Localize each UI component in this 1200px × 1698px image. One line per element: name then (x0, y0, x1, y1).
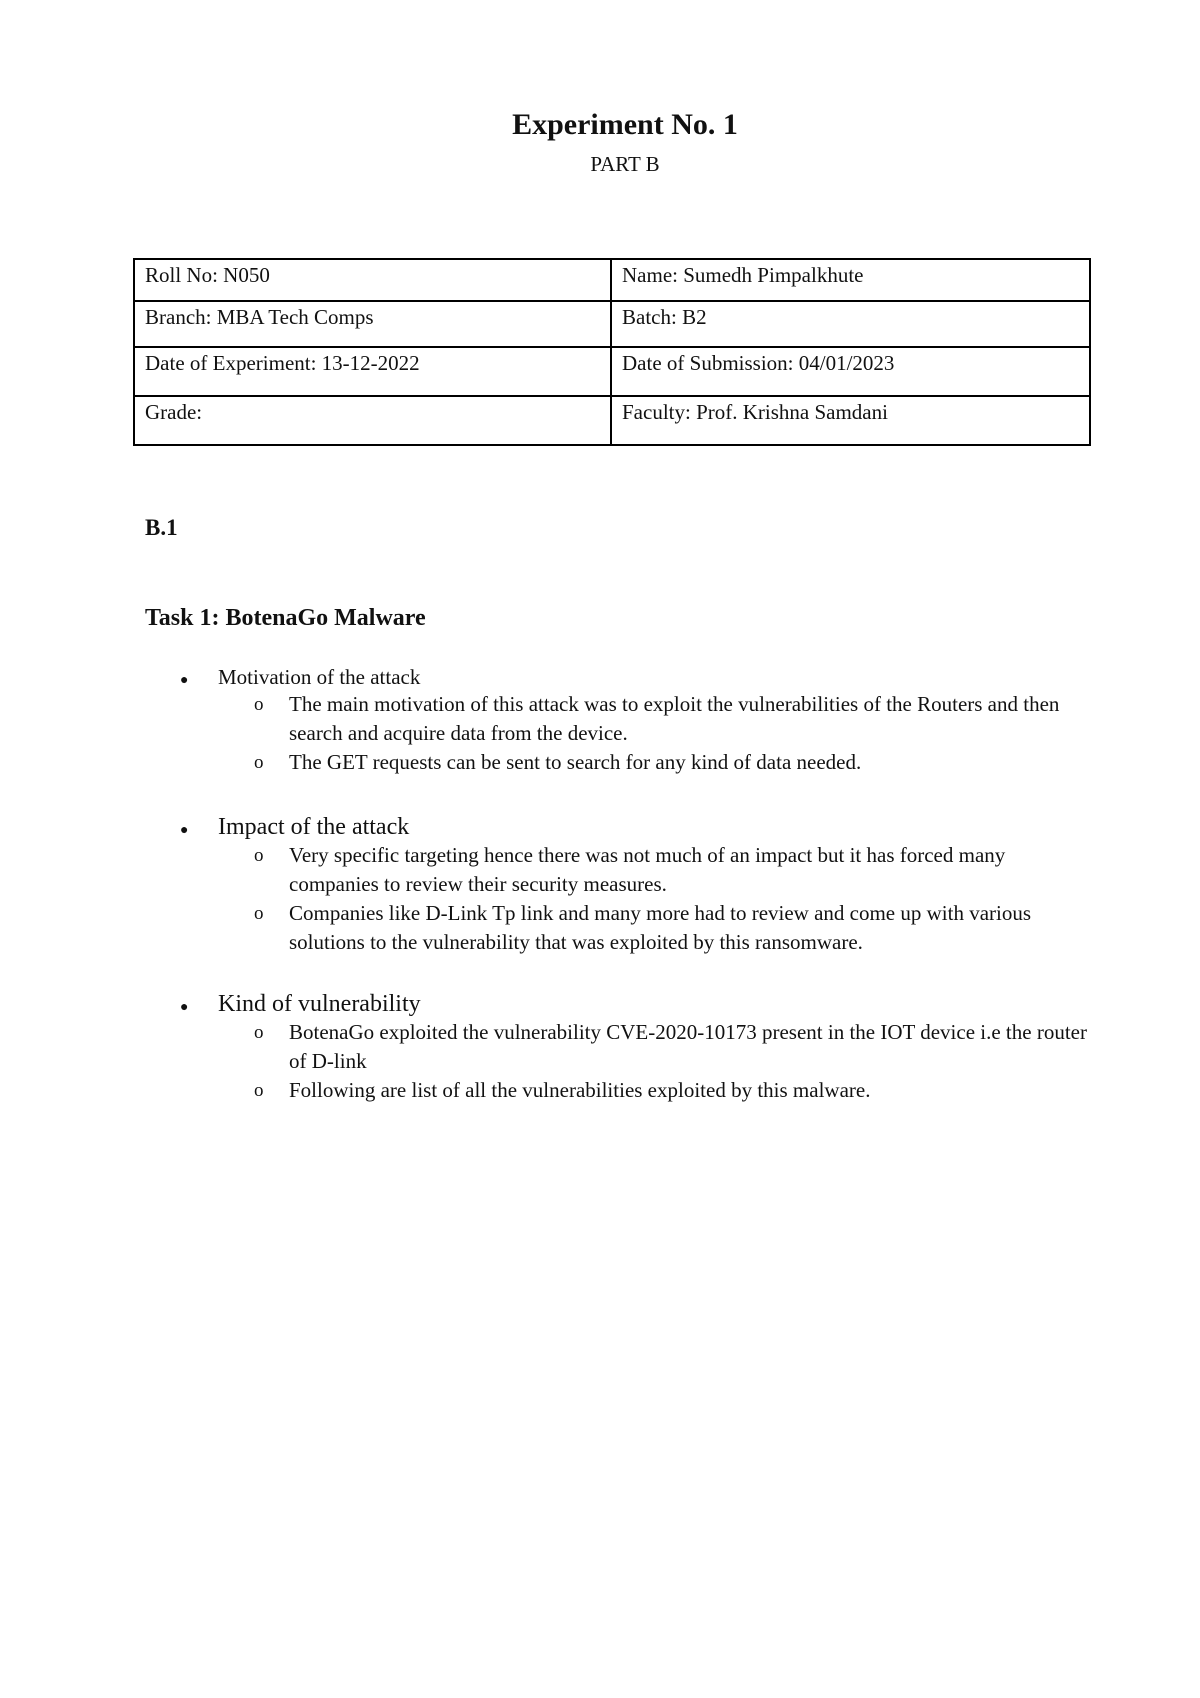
faculty-cell: Faculty: Prof. Krishna Samdani (611, 396, 1090, 445)
sub-list-item: o BotenaGo exploited the vulnerability CVE-2020-10173 present in the IOT device i.e the router of D-link (254, 1020, 1087, 1073)
date-of-submission-cell: Date of Submission: 04/01/2023 (611, 347, 1090, 396)
list-item-title: Motivation of the attack (218, 665, 421, 689)
page-title: Experiment No. 1 (512, 108, 738, 141)
batch-cell: Batch: B2 (611, 301, 1090, 347)
bullet-icon: ● (180, 1000, 189, 1015)
list-item-title: Impact of the attack (218, 814, 410, 840)
table-row (134, 259, 1090, 301)
sub-list-item: o The GET requests can be sent to search for any kind of data needed. (254, 748, 1100, 777)
table-row (134, 301, 1090, 347)
branch-cell: Branch: MBA Tech Comps (134, 301, 611, 347)
roll-no-cell: Roll No: N050 (134, 259, 611, 301)
list-item-impact (180, 814, 1100, 957)
circle-bullet-icon: o (254, 1080, 264, 1101)
bullet-icon: ● (180, 673, 189, 688)
page-subtitle: PART B (590, 152, 660, 176)
circle-bullet-icon: o (254, 694, 264, 715)
student-info-table (133, 258, 1091, 446)
bullet-icon: ● (180, 823, 189, 838)
section-label: B.1 (145, 515, 178, 540)
circle-bullet-icon: o (254, 903, 264, 924)
sub-list-item: o Companies like D-Link Tp link and many more had to review and come up with various solutions to the vulnerability that was exploited by this ransomware. (254, 901, 1032, 954)
list-item-motivation (180, 665, 1100, 777)
circle-bullet-icon: o (254, 752, 264, 773)
grade-cell: Grade: (134, 396, 611, 445)
circle-bullet-icon: o (254, 845, 264, 866)
sub-list-item: o Following are list of all the vulnerabilities exploited by this malware. (254, 1076, 1100, 1105)
table-row (134, 347, 1090, 396)
table-row (134, 396, 1090, 445)
circle-bullet-icon: o (254, 1022, 264, 1043)
list-item-title: Kind of vulnerability (218, 991, 421, 1017)
date-of-experiment-cell: Date of Experiment: 13-12-2022 (134, 347, 611, 396)
sub-list-item: o Very specific targeting hence there was not much of an impact but it has forced many companies to review their security measures. (254, 843, 1006, 896)
name-cell: Name: Sumedh Pimpalkhute (611, 259, 1090, 301)
list-item-vulnerability (180, 991, 1100, 1105)
sub-list-item: o The main motivation of this attack was to exploit the vulnerabilities of the Routers and then search and acquire data from the device. (254, 692, 1060, 745)
task-heading: Task 1: BotenaGo Malware (145, 605, 426, 631)
